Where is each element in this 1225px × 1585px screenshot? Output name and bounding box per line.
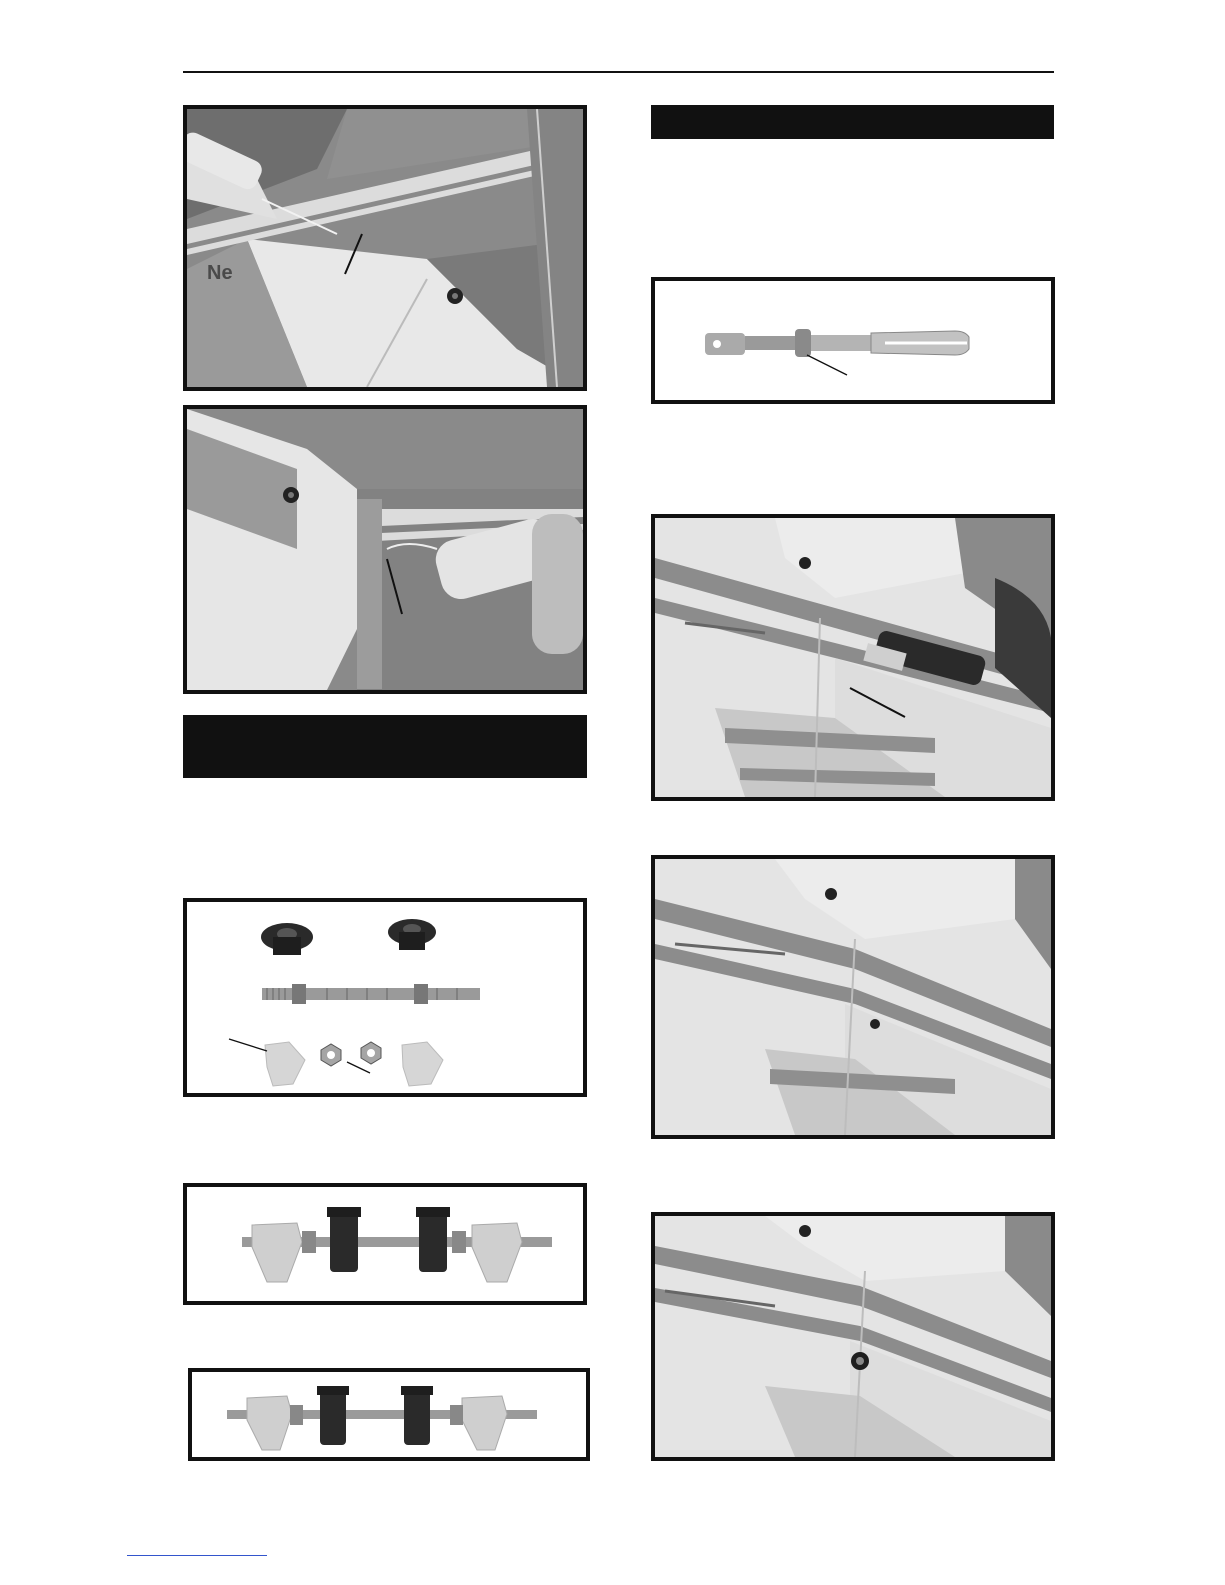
photo-6-graphic: [655, 281, 1051, 400]
photo-mount-hardware-parts: [183, 898, 587, 1097]
photo-1-graphic: [187, 109, 583, 387]
photo-cut-covering: [651, 514, 1055, 801]
photo-4-graphic: [187, 1187, 583, 1301]
photo-9-graphic: [655, 1216, 1051, 1457]
photo-stab-joint-a: [651, 855, 1055, 1139]
photo-clevis: [651, 277, 1055, 404]
photo-stab-joint-b: [651, 1212, 1055, 1461]
photo-glue-fin-joint: [183, 405, 587, 694]
photo-2-graphic: [187, 409, 583, 690]
photo-8-graphic: [655, 859, 1051, 1135]
photo-assembled-mount-b: [188, 1368, 590, 1461]
footer-underline: [127, 1555, 267, 1556]
header-rule: [183, 71, 1054, 73]
photo-5-graphic: [192, 1372, 586, 1457]
photo-assembled-mount-a: [183, 1183, 587, 1305]
section-heading-bar-right: [651, 105, 1054, 139]
photo-7-graphic: [655, 518, 1051, 797]
section-heading-bar-left: [183, 715, 587, 778]
fuselage-lettering: Ne: [207, 262, 233, 284]
photo-glue-fuselage-joint: [183, 105, 587, 391]
photo-3-graphic: [187, 902, 583, 1093]
